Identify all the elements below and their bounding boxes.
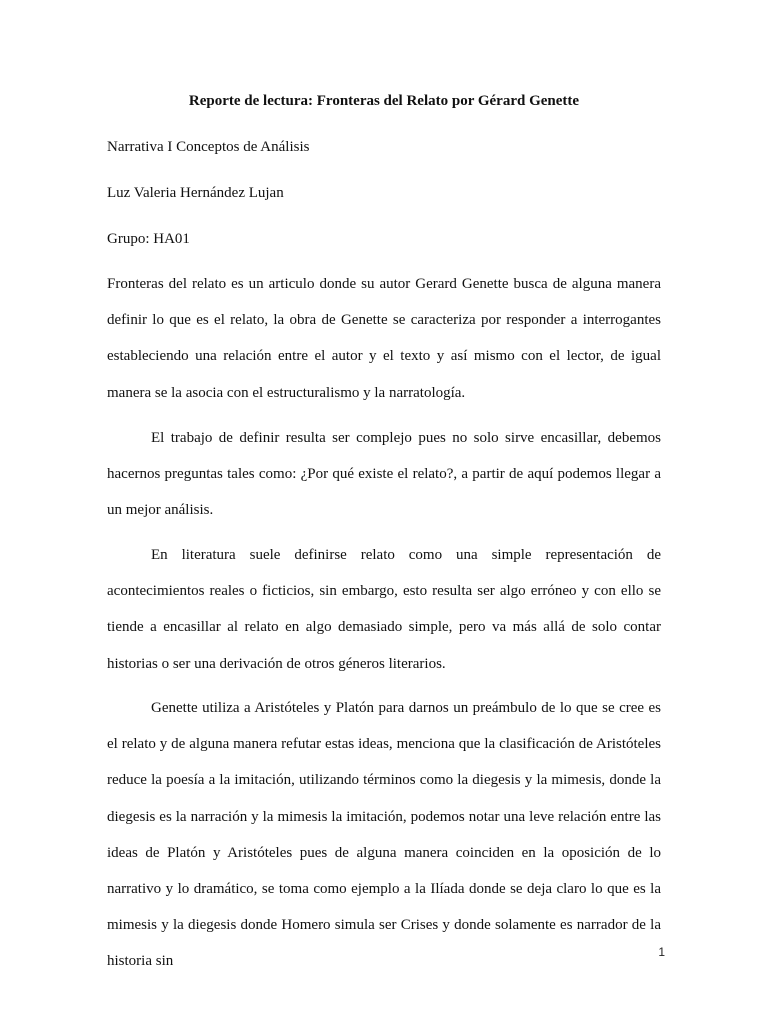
paragraph-3: En literatura suele definirse relato como una simple representación de acontecimientos reales o ficticios, sin embargo, esto resulta ser algo erróneo y con ello se tiende a encasillar al relato en algo demasiado simple, pero va más allá de solo contar historias o ser una derivación de otros géneros literarios. xyxy=(107,547,661,672)
group-label: Grupo: HA01 xyxy=(107,231,190,247)
page-number: 1 xyxy=(658,945,665,959)
course-name: Narrativa I Conceptos de Análisis xyxy=(107,139,310,155)
paragraph-2: El trabajo de definir resulta ser complejo pues no solo sirve encasillar, debemos hacernos preguntas tales como: ¿Por qué existe el relato?, a partir de aquí podemos llegar a un mejor análisis. xyxy=(107,430,661,519)
document-title: Reporte de lectura: Fronteras del Relato por Gérard Genette xyxy=(188,93,580,109)
paragraph-4: Genette utiliza a Aristóteles y Platón para darnos un preámbulo de lo que se cree es el relato y de alguna manera refutar estas ideas, menciona que la clasificación de Aristóteles reduce la poesía a la imitación, utilizando términos como la diegesis y la mimesis, donde la diegesis es la narración y la mimesis la imitación, podemos notar una leve relación entre las ideas de Platón y Aristóteles pues de alguna manera coinciden en la oposición de lo narrativo y lo dramático, se toma como ejemplo a la Ilíada donde se deja claro lo que es la mimesis y la diegesis donde Homero simula ser Crises y donde solamente es narrador de la historia sin xyxy=(107,700,661,970)
author-name: Luz Valeria Hernández Lujan xyxy=(107,185,284,201)
paragraph-1: Fronteras del relato es un articulo donde su autor Gerard Genette busca de alguna manera definir lo que es el relato, la obra de Genette se caracteriza por responder a interrogantes estableciendo una relación entre el autor y el texto y así mismo con el lector, de igual manera se la asocia con el estructuralismo y la narratología. xyxy=(107,276,661,401)
